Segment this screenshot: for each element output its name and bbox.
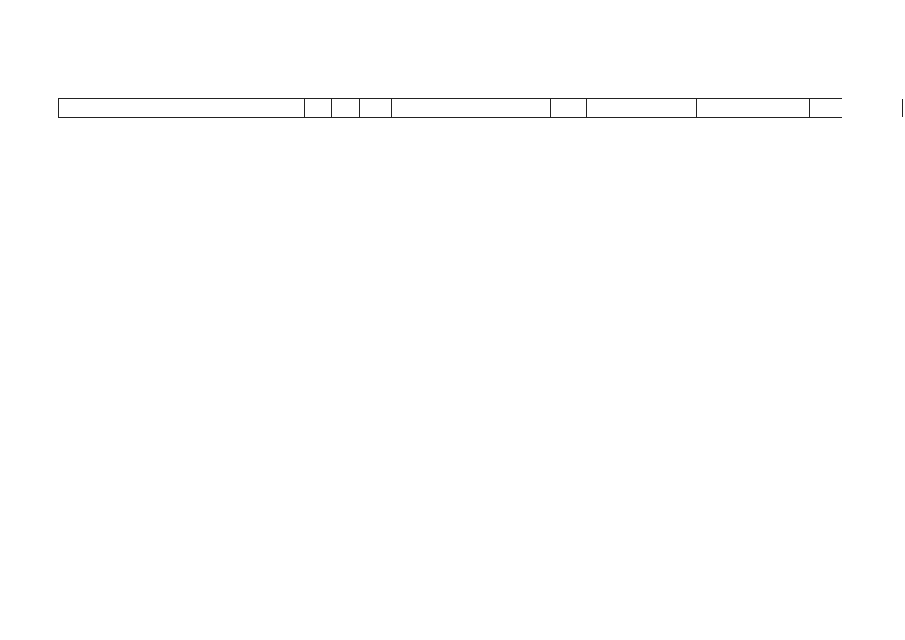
header-col-3 bbox=[331, 99, 360, 117]
header-col-4 bbox=[359, 99, 392, 117]
header-col-8 bbox=[696, 99, 810, 117]
header-col-1 bbox=[58, 99, 305, 117]
header-col-7 bbox=[586, 99, 697, 117]
header-col-6 bbox=[550, 99, 587, 117]
header-col-2 bbox=[304, 99, 332, 117]
header-col-9 bbox=[809, 99, 903, 117]
header-col-5 bbox=[391, 99, 551, 117]
table-header bbox=[58, 98, 842, 118]
